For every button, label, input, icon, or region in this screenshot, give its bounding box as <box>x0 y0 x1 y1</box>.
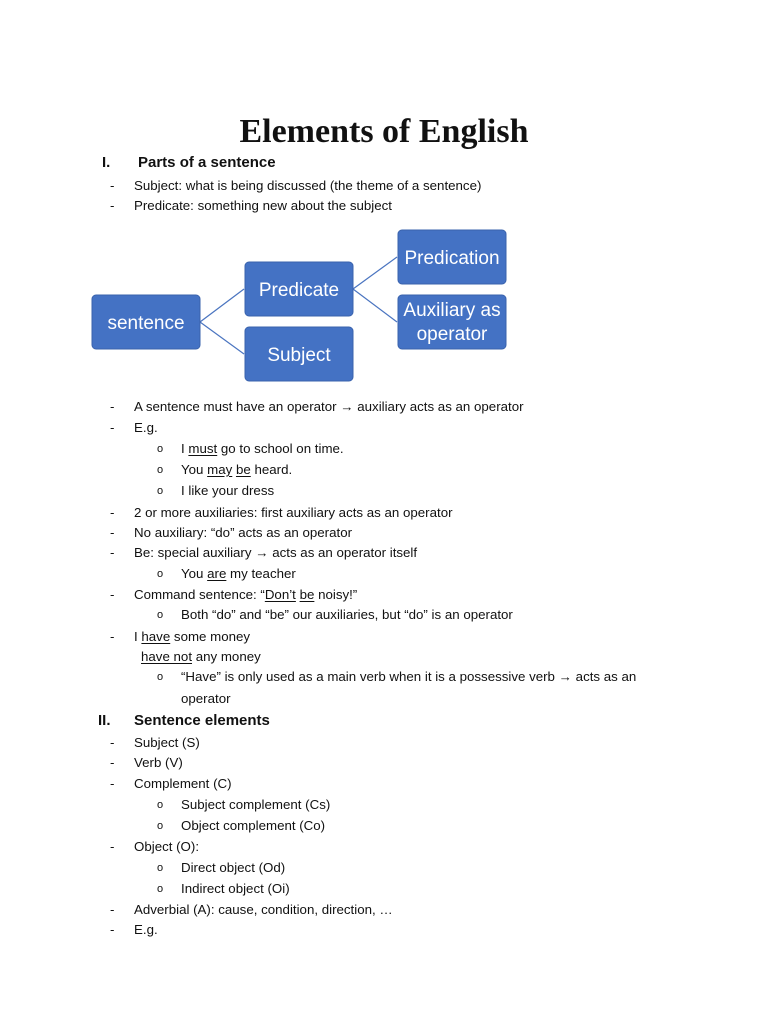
list-item-text: Indirect object (Oi) <box>181 881 290 896</box>
arrow-icon: → <box>255 545 269 560</box>
list-item-text: 2 or more auxiliaries: first auxiliary acts as an operator <box>134 505 453 520</box>
connector-line <box>200 289 244 322</box>
connector-line <box>353 289 397 322</box>
circle-bullet: o <box>157 820 164 832</box>
circle-bullet: o <box>157 799 164 811</box>
list-item-text <box>181 460 292 480</box>
underlined-word: have not <box>141 649 193 664</box>
text-run: “Have” is only used as a main verb when it is a possessive verb <box>181 669 555 684</box>
page-title: Elements of English <box>239 113 529 150</box>
dash-bullet: - <box>110 629 115 644</box>
list-item-text <box>181 564 296 584</box>
text-run: acts as an operator itself <box>272 545 418 560</box>
list-item-text <box>141 649 261 664</box>
node-label: sentence <box>107 313 185 334</box>
text-run: go to school on time. <box>217 441 344 456</box>
connector-line <box>353 257 397 289</box>
list-item-text <box>134 585 357 605</box>
underlined-word: be <box>299 587 315 602</box>
list-item-text: E.g. <box>134 922 158 937</box>
list-item-text <box>134 627 250 647</box>
dash-bullet: - <box>110 922 115 937</box>
diagram-node-predicate <box>245 262 353 316</box>
text-run: auxiliary acts as an operator <box>357 399 524 414</box>
node-label: Predicate <box>258 280 340 301</box>
circle-bullet: o <box>157 671 164 683</box>
dash-bullet: - <box>110 399 115 414</box>
section-number: I. <box>102 154 111 171</box>
text-run: A sentence must have an operator <box>134 399 337 414</box>
list-item-text <box>134 543 417 563</box>
node-label: Auxiliary as <box>403 300 501 321</box>
circle-bullet: o <box>157 485 164 497</box>
list-item-text: Object complement (Co) <box>181 818 326 833</box>
dash-bullet: - <box>110 420 115 435</box>
list-item-text: Subject: what is being discussed (the theme of a sentence) <box>134 178 482 193</box>
text-run: Command sentence: “ <box>134 587 265 602</box>
text-run: I <box>134 629 142 644</box>
list-item-text: Predicate: something new about the subject <box>134 198 392 213</box>
text-run: any money <box>192 649 261 664</box>
underlined-word: are <box>207 566 227 581</box>
list-item-text: Both “do” and “be” our auxiliaries, but “do” is an operator <box>181 607 513 622</box>
diagram-node-auxiliary <box>398 295 506 349</box>
text-run: acts as an <box>575 669 637 684</box>
arrow-icon: → <box>340 399 354 414</box>
dash-bullet: - <box>110 587 115 602</box>
dash-bullet: - <box>110 755 115 770</box>
text-run: some money <box>170 629 251 644</box>
text-run: heard. <box>250 462 293 477</box>
list-item-text: Verb (V) <box>134 755 183 770</box>
circle-bullet: o <box>157 568 164 580</box>
dash-bullet: - <box>110 505 115 520</box>
list-item-text: E.g. <box>134 420 158 435</box>
dash-bullet: - <box>110 902 115 917</box>
circle-bullet: o <box>157 464 164 476</box>
list-item-text: I like your dress <box>181 483 275 498</box>
underlined-word: be <box>235 462 251 477</box>
text-run: You <box>181 566 208 581</box>
diagram-node-sentence <box>92 295 200 349</box>
list-item-text <box>181 439 344 459</box>
circle-bullet: o <box>157 862 164 874</box>
underlined-word: Don’t <box>264 587 296 602</box>
dash-bullet: - <box>110 198 115 213</box>
circle-bullet: o <box>157 883 164 895</box>
node-label: Predication <box>404 248 500 269</box>
list-item-continuation <box>181 689 231 709</box>
list-item-text: Adverbial (A): cause, condition, direction, … <box>134 902 393 917</box>
dash-bullet: - <box>110 178 115 193</box>
dash-bullet: - <box>110 735 115 750</box>
dash-bullet: - <box>110 545 115 560</box>
list-item-text: No auxiliary: “do” acts as an operator <box>134 525 353 540</box>
text-run: my teacher <box>226 566 296 581</box>
section-heading-elements <box>98 711 498 731</box>
text-run: Be: special auxiliary <box>134 545 252 560</box>
list-item-text: Object (O): <box>134 839 200 854</box>
node-label: Subject <box>267 345 331 366</box>
list-item-text: operator <box>181 691 231 706</box>
sentence-structure-diagram <box>0 0 768 400</box>
underlined-word: must <box>188 441 218 456</box>
arrow-icon: → <box>558 669 572 684</box>
node-label: operator <box>416 324 488 345</box>
section-title: Sentence elements <box>134 712 270 729</box>
text-run: I <box>181 441 189 456</box>
dash-bullet: - <box>110 776 115 791</box>
underlined-word: may <box>207 462 233 477</box>
section-number: II. <box>98 712 111 729</box>
dash-bullet: - <box>110 839 115 854</box>
circle-bullet: o <box>157 443 164 455</box>
connector-line <box>200 322 244 354</box>
list-item-text: Subject (S) <box>134 735 200 750</box>
list-item-text: Subject complement (Cs) <box>181 797 331 812</box>
text-run: You <box>181 462 208 477</box>
section-title: Parts of a sentence <box>138 154 276 171</box>
diagram-node-subject <box>245 327 353 381</box>
text-run: noisy!” <box>314 587 358 602</box>
list-item-text: Direct object (Od) <box>181 860 286 875</box>
list-item-text <box>181 667 636 687</box>
circle-bullet: o <box>157 609 164 621</box>
list-item-continuation <box>141 647 261 667</box>
underlined-word: have <box>141 629 171 644</box>
list-item-text: Complement (C) <box>134 776 232 791</box>
list-item-text <box>134 397 524 417</box>
dash-bullet: - <box>110 525 115 540</box>
diagram-node-predication <box>398 230 506 284</box>
